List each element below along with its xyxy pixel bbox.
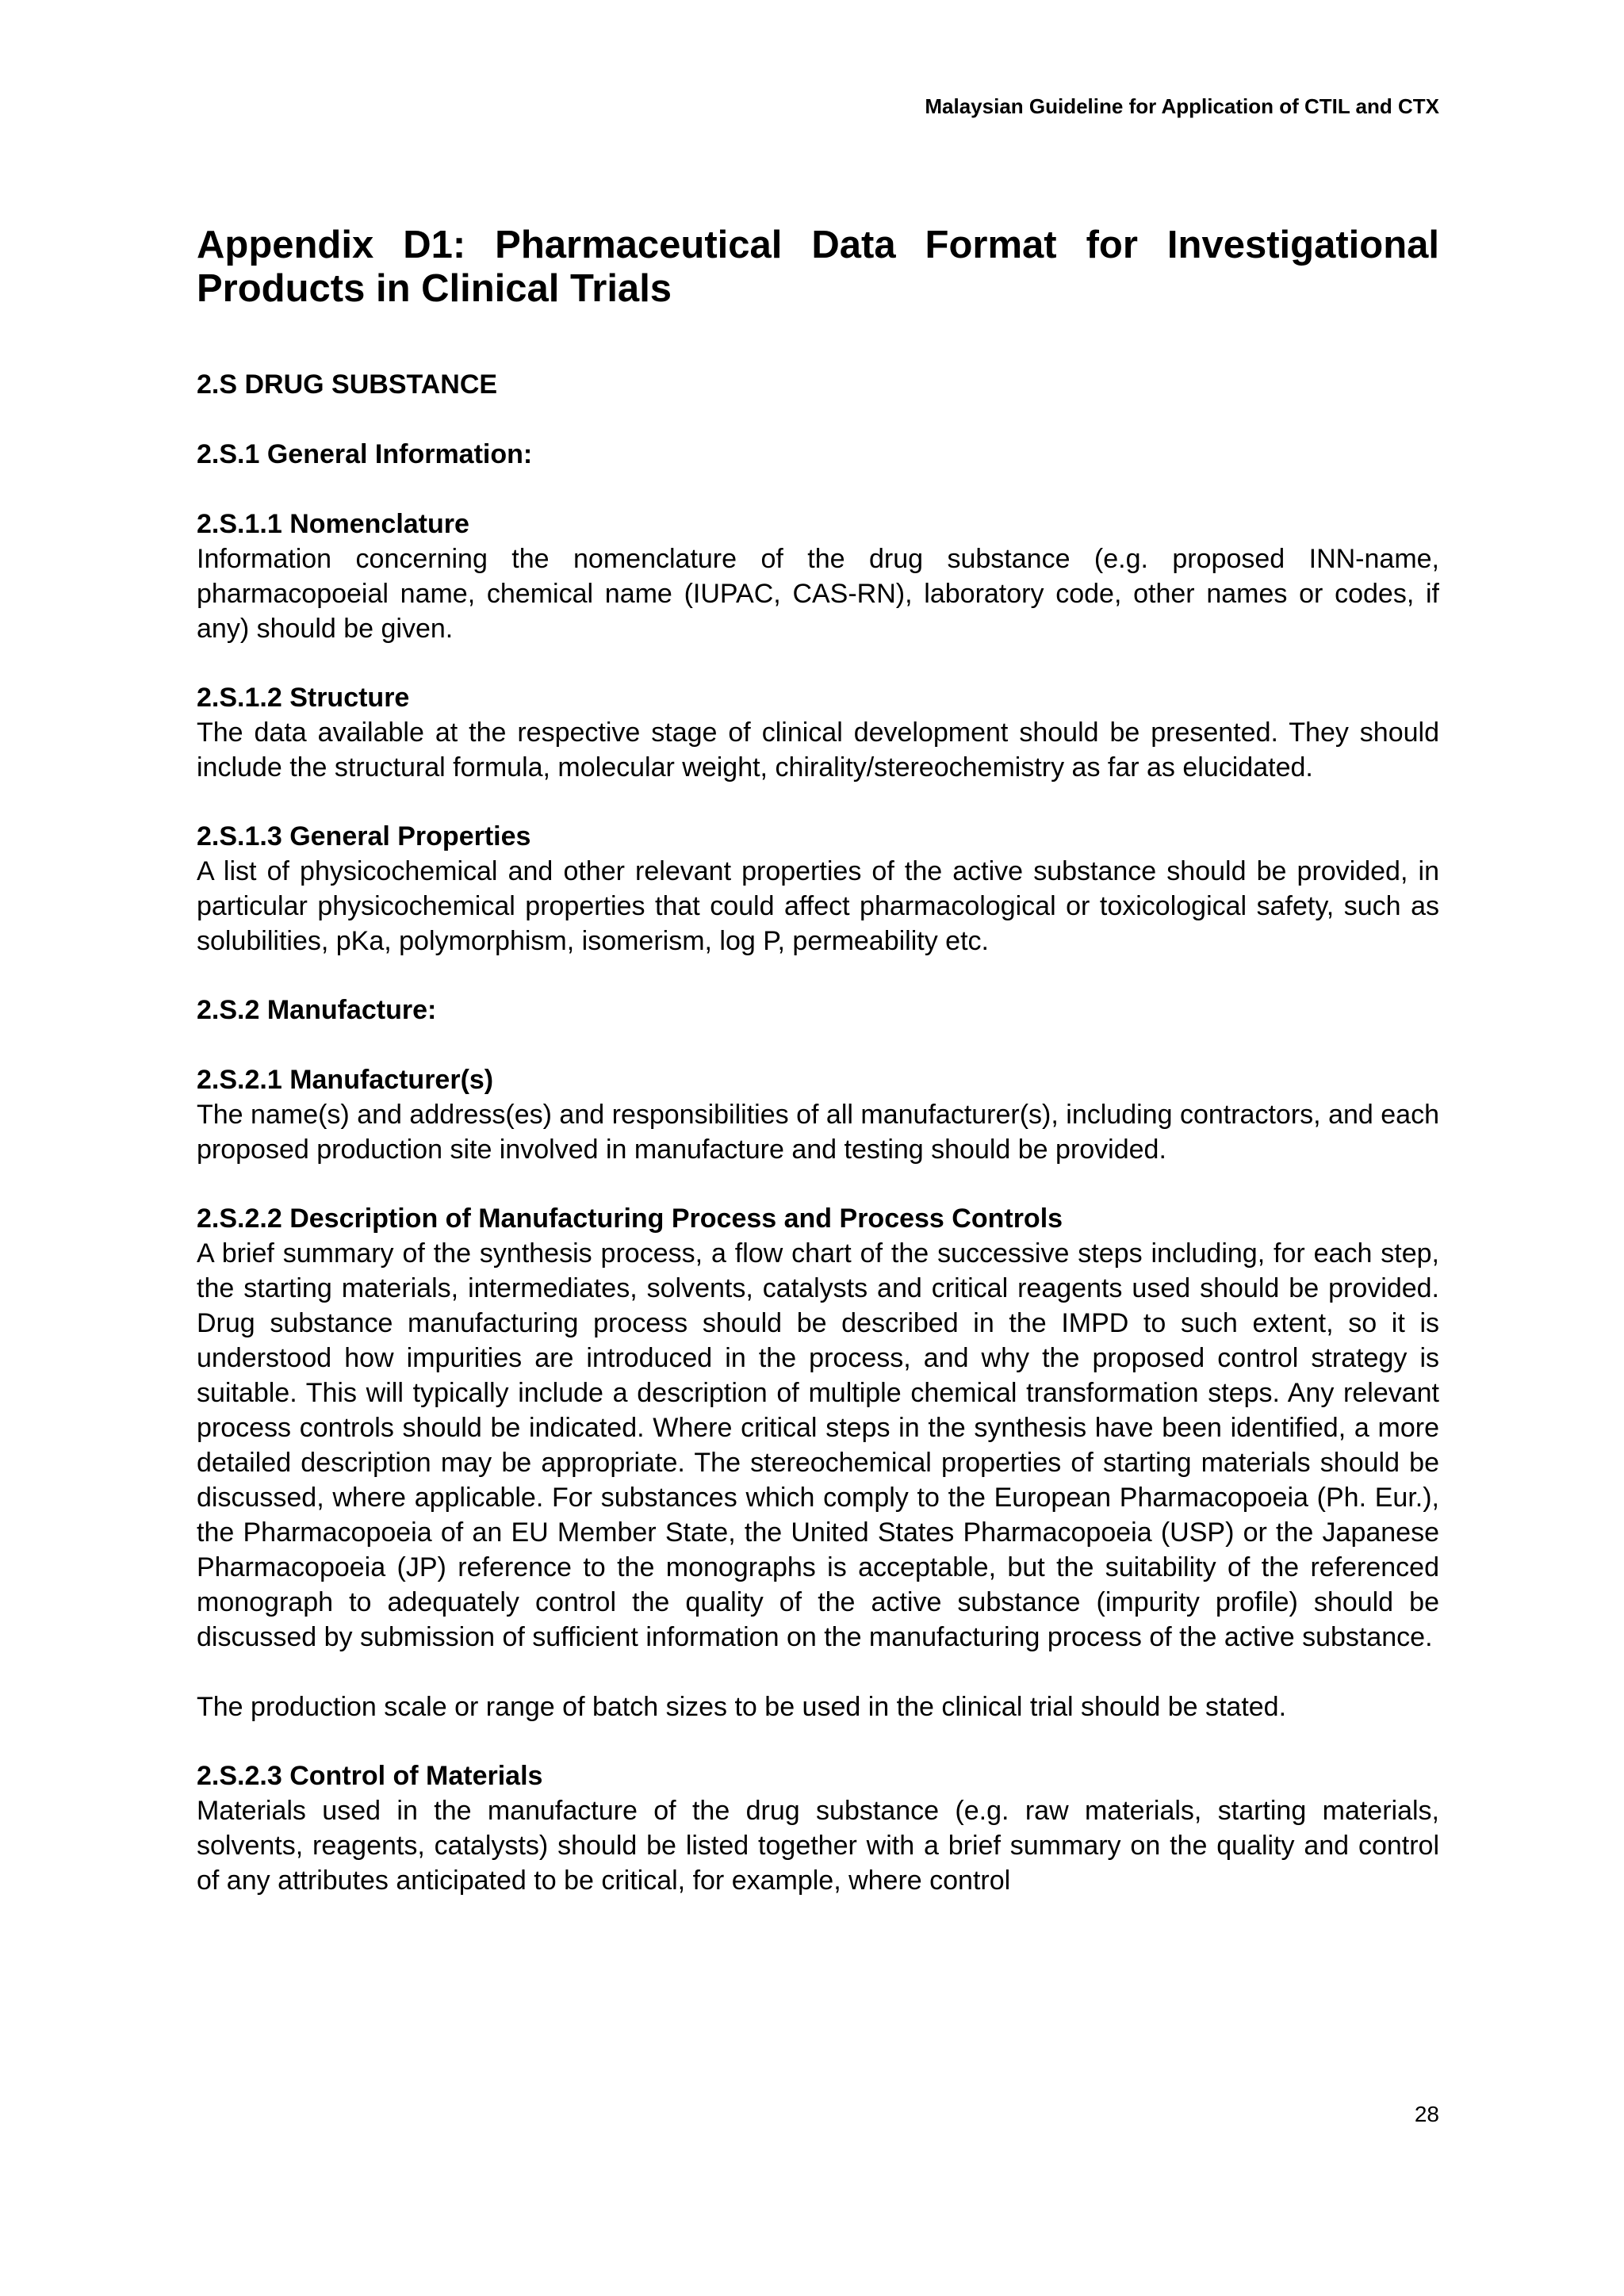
section-heading-manufacture: 2.S.2 Manufacture:	[197, 995, 437, 1025]
subsection-heading-manufacturers: 2.S.2.1 Manufacturer(s)	[197, 1065, 494, 1095]
page-number: 28	[1414, 2102, 1439, 2126]
subsection-manufacturers	[197, 1062, 1439, 1167]
paragraph-general-properties: A list of physicochemical and other relevant properties of the active substance should be provided, in particular physicochemical properties that could affect pharmacological or toxicological safety, such as solubilities, pKa, polymorphism, isomerism, log P, permeability etc.	[197, 856, 1439, 956]
paragraph-production-scale: The production scale or range of batch sizes to be used in the clinical trial should be stated.	[197, 1692, 1287, 1722]
document-title: Appendix D1: Pharmaceutical Data Format for Investigational Products in Clinical Trials	[197, 224, 1439, 310]
paragraph-manufacturers: The name(s) and address(es) and responsibilities of all manufacturer(s), including contractors, and each proposed production site involved in manufacture and testing should be provided.	[197, 1100, 1439, 1165]
subsection-nomenclature	[197, 507, 1439, 646]
section-heading-drug-substance: 2.S DRUG SUBSTANCE	[197, 369, 498, 400]
section-heading-general-information: 2.S.1 General Information:	[197, 439, 533, 469]
subsection-general-properties	[197, 819, 1439, 959]
paragraph-control-of-materials: Materials used in the manufacture of the drug substance (e.g. raw materials, starting materials, solvents, reagents, catalysts) should be listed together with a brief summary on the quality and control of any attributes anticipated to be critical, for example, where control	[197, 1796, 1439, 1896]
subsection-heading-nomenclature: 2.S.1.1 Nomenclature	[197, 509, 469, 539]
subsection-heading-manufacturing-process: 2.S.2.2 Description of Manufacturing Process and Process Controls	[197, 1203, 1063, 1234]
subsection-structure	[197, 680, 1439, 785]
subsection-heading-general-properties: 2.S.1.3 General Properties	[197, 821, 531, 851]
subsection-heading-structure: 2.S.1.2 Structure	[197, 683, 410, 713]
subsection-manufacturing-process	[197, 1201, 1439, 1724]
page-content	[197, 224, 1439, 1932]
subsection-control-of-materials	[197, 1758, 1439, 1898]
subsection-heading-control-of-materials: 2.S.2.3 Control of Materials	[197, 1761, 543, 1791]
running-header: Malaysian Guideline for Application of CTIL and CTX	[925, 94, 1439, 118]
paragraph-nomenclature: Information concerning the nomenclature of the drug substance (e.g. proposed INN-name, pharmacopoeial name, chemical name (IUPAC, CAS-RN), laboratory code, other names or codes, if any) should be given.	[197, 544, 1439, 644]
paragraph-manufacturing-process: A brief summary of the synthesis process, a flow chart of the successive steps including, for each step, the starting materials, intermediates, solvents, catalysts and critical reagents used should be provided. Drug substance manufacturing process should be described in the IMPD to such extent, so it is understood how impurities are introduced in the process, and why the proposed control strategy is suitable. This will typically include a description of multiple chemical transformation steps. Any relevant process controls should be indicated. Where critical steps in the synthesis have been identified, a more detailed description may be appropriate. The stereochemical properties of starting materials should be discussed, where applicable. For substances which comply to the European Pharmacopoeia (Ph. Eur.), the Pharmacopoeia of an EU Member State, the United States Pharmacopoeia (USP) or the Japanese Pharmacopoeia (JP) reference to the monographs is acceptable, but the suitability of the referenced monograph to adequately control the quality of the active substance (impurity profile) should be discussed by submission of sufficient information on the manufacturing process of the active substance.	[197, 1238, 1439, 1652]
paragraph-structure: The data available at the respective stage of clinical development should be presented. They should include the structural formula, molecular weight, chirality/stereochemistry as far as elucidated.	[197, 718, 1439, 783]
